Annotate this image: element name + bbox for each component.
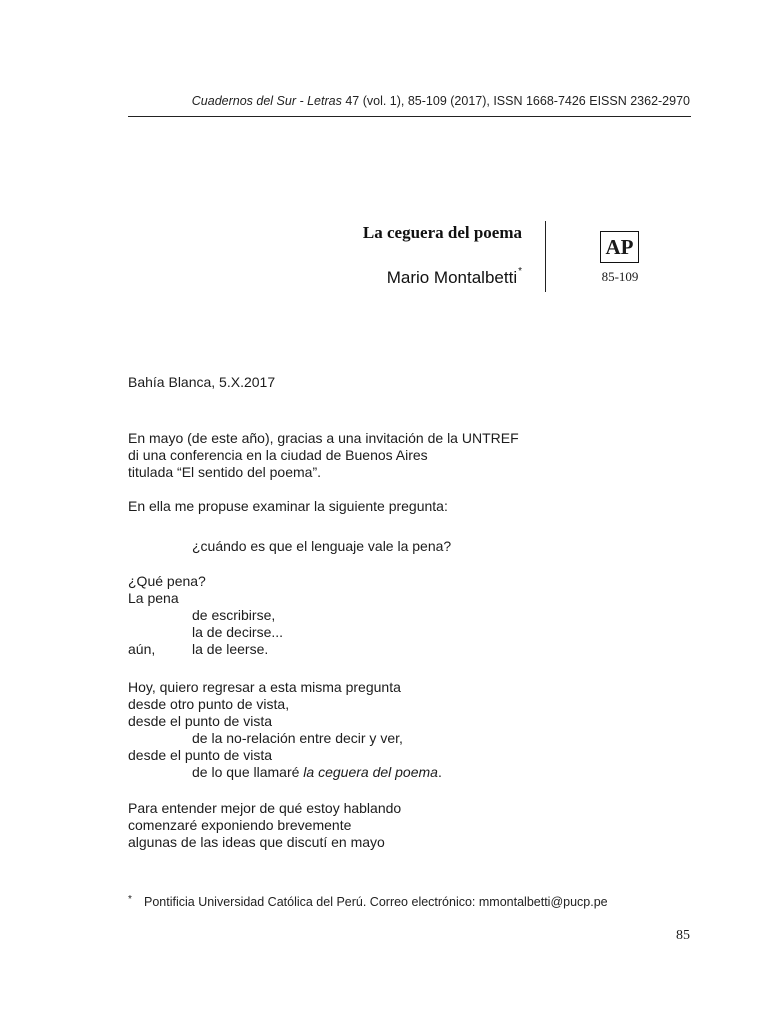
central-question: ¿cuándo es que el lenguaje vale la pena? [192, 538, 452, 554]
author-footnote-mark: * [518, 266, 522, 278]
page-number: 85 [676, 928, 690, 943]
paragraph-line: Para entender mejor de qué estoy hablando [128, 800, 402, 816]
author-name: Mario Montalbetti [386, 268, 518, 287]
verse-line: la de decirse... [192, 624, 284, 640]
verse-text: . [437, 764, 442, 780]
running-head [128, 94, 690, 108]
ap-badge-pages: 85-109 [601, 269, 639, 284]
dateline: Bahía Blanca, 5.X.2017 [128, 374, 276, 390]
paragraph-line: En mayo (de este año), gracias a una invitación de la UNTREF [128, 430, 519, 446]
verse-line: aún, [128, 641, 156, 657]
paragraph-line: di una conferencia en la ciudad de Buenos Aires [128, 447, 428, 463]
paragraph-line: titulada “El sentido del poema”. [128, 464, 321, 480]
paragraph-line: comenzaré exponiendo brevemente [128, 817, 352, 833]
title-divider [545, 221, 546, 292]
footnote-text: Pontificia Universidad Católica del Perú. Correo electrónico: mmontalbetti@pucp.pe [144, 895, 608, 909]
verse-line: la de leerse. [192, 641, 269, 657]
paragraph-line: algunas de las ideas que discutí en mayo [128, 834, 385, 850]
header-rule [128, 116, 691, 117]
verse-line [192, 764, 442, 781]
verse-line: Hoy, quiero regresar a esta misma pregunta [128, 679, 401, 695]
verse-line: desde el punto de vista [128, 747, 272, 763]
paragraph-line: En ella me propuse examinar la siguiente pregunta: [128, 498, 448, 514]
verse-line: La pena [128, 590, 179, 606]
emphasized-phrase: la ceguera del poema [303, 764, 438, 780]
verse-text: de lo que llamaré [192, 764, 304, 780]
article-title: La ceguera del poema [362, 223, 522, 242]
journal-citation: 47 (vol. 1), 85-109 (2017), ISSN 1668-7426 EISSN 2362-2970 [341, 94, 690, 108]
verse-line: desde el punto de vista [128, 713, 272, 729]
journal-name: Cuadernos del Sur - Letras [191, 94, 342, 108]
footnote-mark: * [128, 894, 132, 905]
ap-badge: AP [600, 231, 639, 263]
verse-line: ¿Qué pena? [128, 573, 206, 589]
verse-line: desde otro punto de vista, [128, 696, 290, 712]
article-author [250, 268, 522, 288]
verse-line: de escribirse, [192, 607, 276, 623]
verse-line: de la no-relación entre decir y ver, [192, 730, 403, 746]
